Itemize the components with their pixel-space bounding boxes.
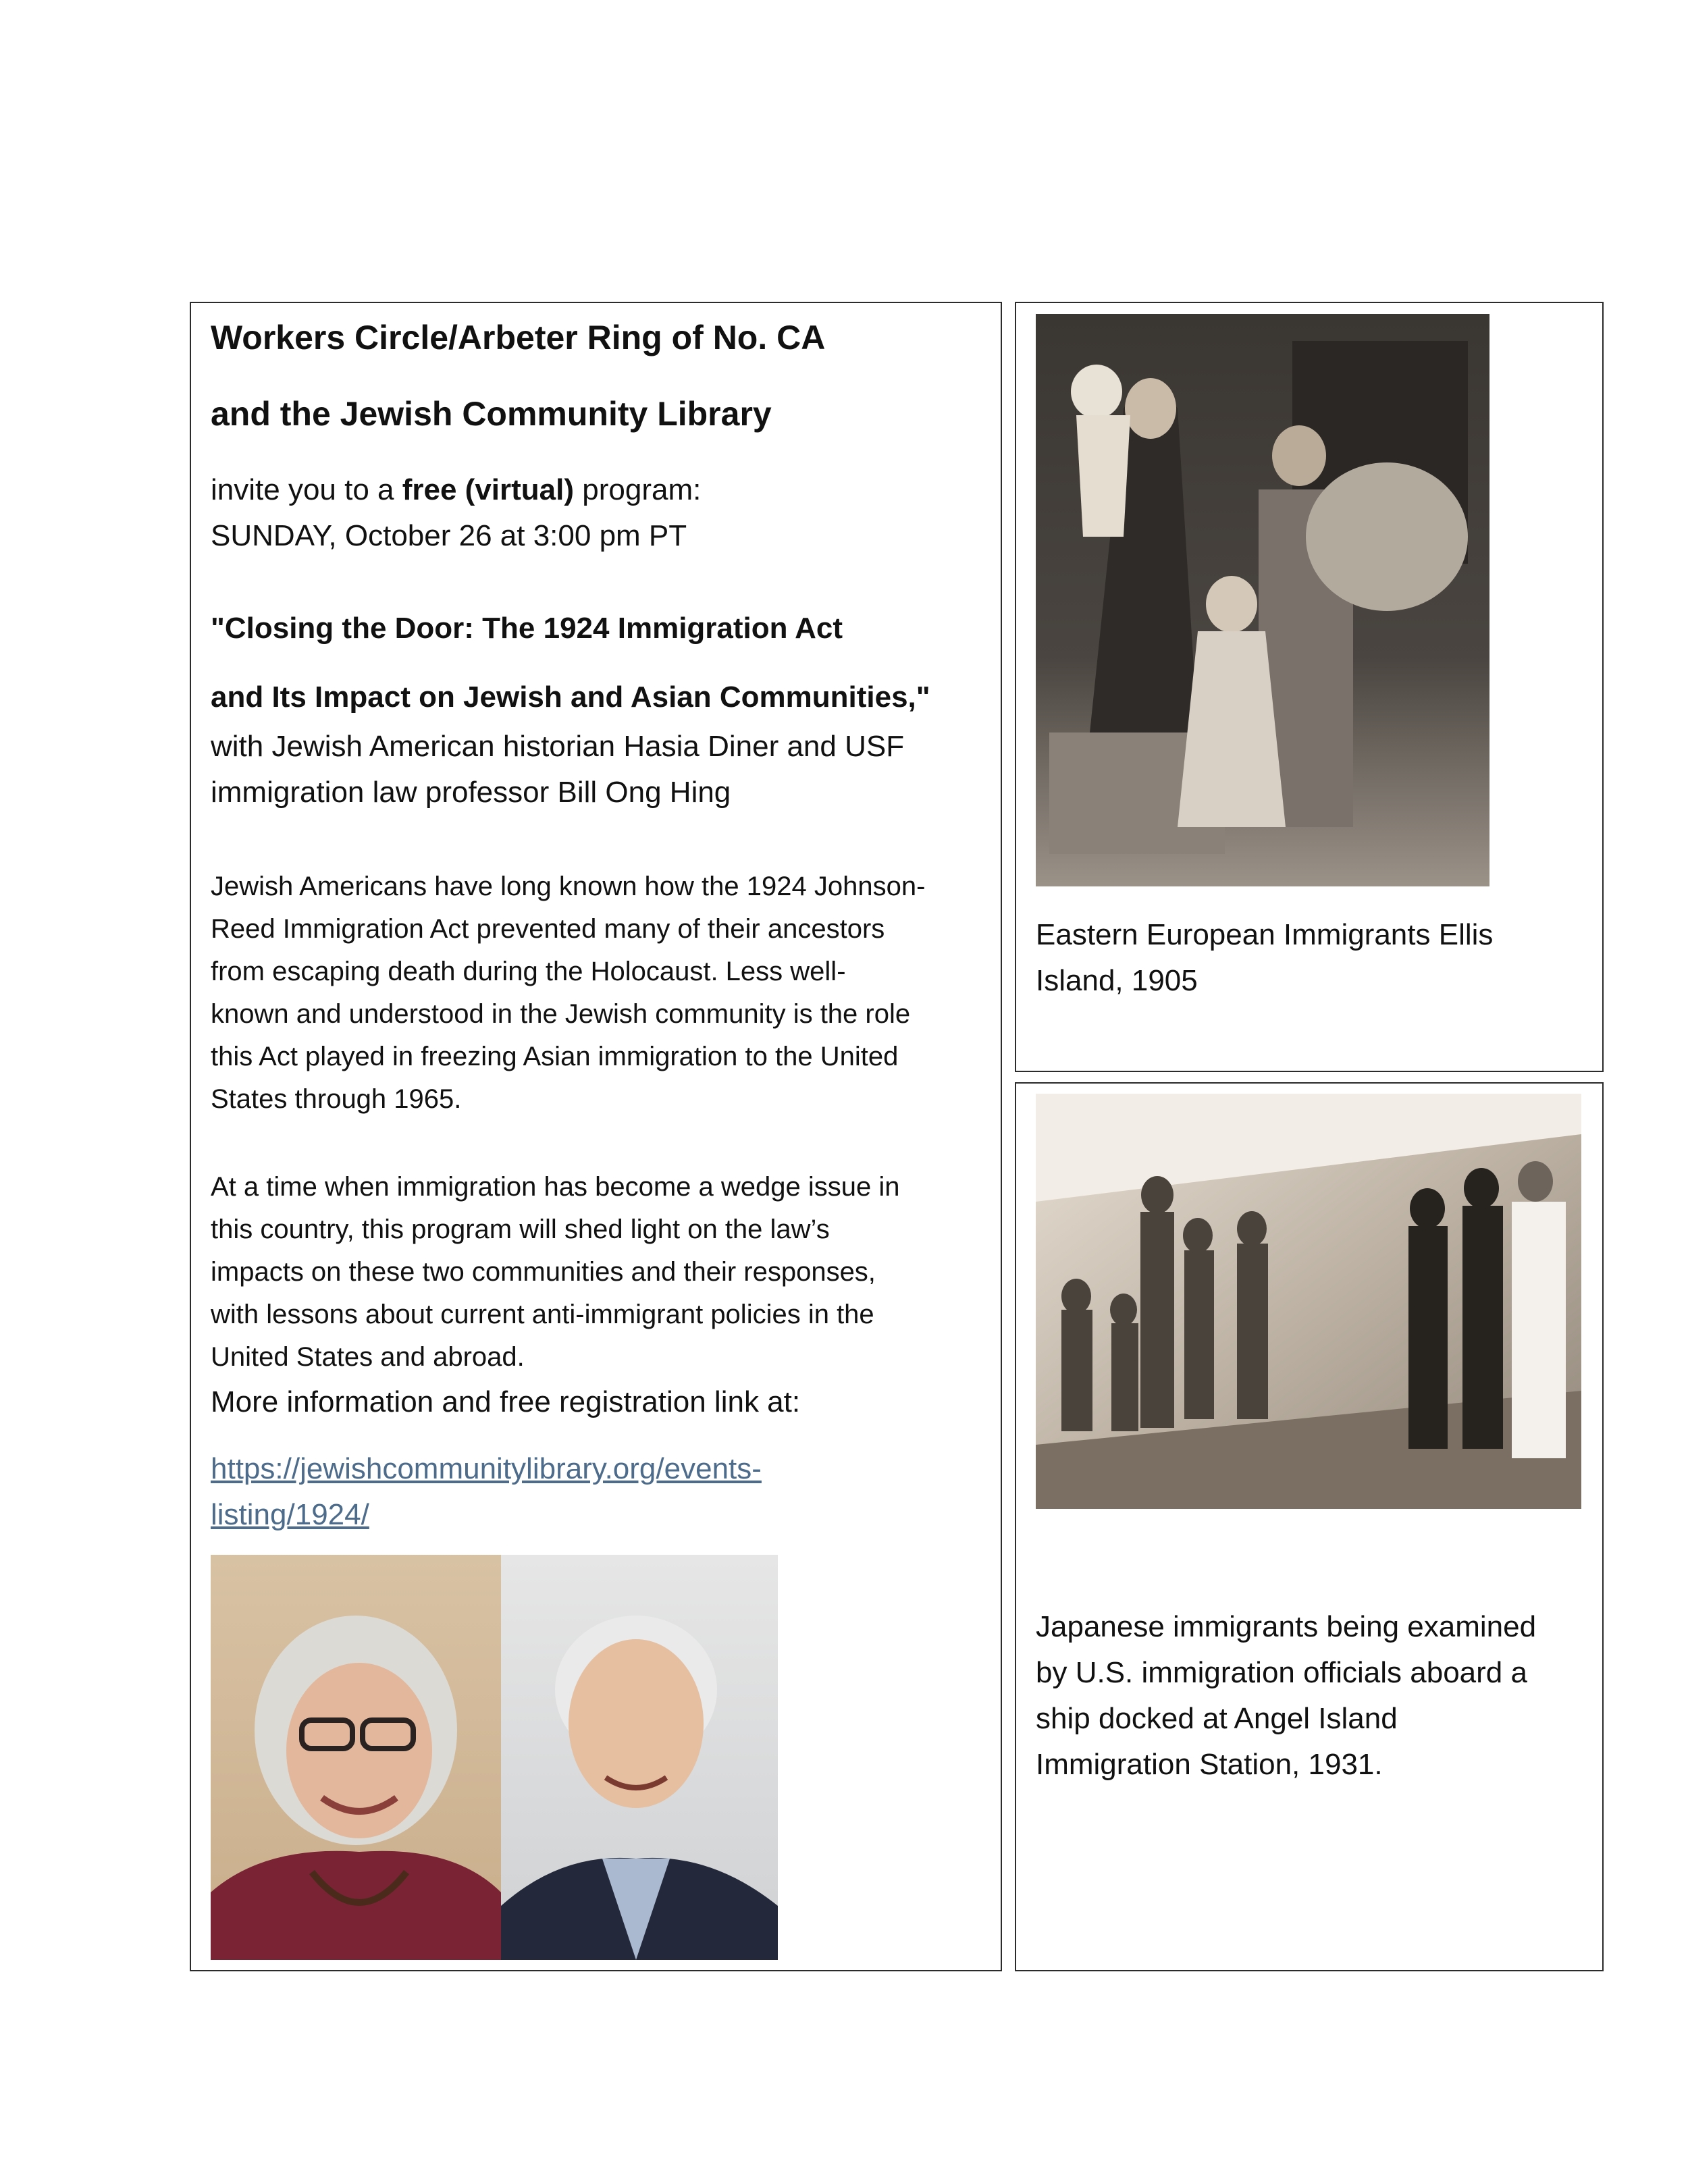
angel-caption-line-3: ship docked at Angel Island	[1036, 1702, 1398, 1735]
speaker-portraits-photo	[211, 1555, 778, 1960]
organizer-line-2: and the Jewish Community Library	[211, 395, 772, 433]
registration-link-line-2[interactable]: listing/1924/	[211, 1498, 369, 1531]
paragraph-line: impacts on these two communities and their responses,	[211, 1257, 876, 1287]
registration-link-cont[interactable]	[211, 1492, 369, 1538]
registration-link-line-1[interactable]: https://jewishcommunitylibrary.org/events-	[211, 1452, 762, 1485]
angel-island-photo	[1036, 1094, 1581, 1509]
program-title-line-2: and Its Impact on Jewish and Asian Communities,"	[211, 681, 930, 714]
angel-caption-line-1: Japanese immigrants being examined	[1036, 1610, 1537, 1643]
ellis-caption-line-2: Island, 1905	[1036, 964, 1198, 997]
paragraph-line: this Act played in freezing Asian immigration to the United	[211, 1042, 899, 1071]
paragraph-line: with lessons about current anti-immigrant policies in the	[211, 1300, 874, 1329]
invite-prefix: invite you to a	[211, 473, 402, 506]
program-title-line-1: "Closing the Door: The 1924 Immigration Act	[211, 612, 843, 645]
angel-caption-line-2: by U.S. immigration officials aboard a	[1036, 1656, 1527, 1689]
speakers-line-2: immigration law professor Bill Ong Hing	[211, 776, 731, 809]
ellis-island-photo	[1036, 314, 1489, 886]
invite-suffix: program:	[574, 473, 702, 506]
paragraph-line: Reed Immigration Act prevented many of their ancestors	[211, 914, 885, 944]
angel-caption-line-4: Immigration Station, 1931.	[1036, 1748, 1383, 1781]
paragraph-line: from escaping death during the Holocaust. Less well-	[211, 957, 846, 986]
paragraph-line: United States and abroad.	[211, 1342, 525, 1372]
paragraph-line: States through 1965.	[211, 1084, 462, 1114]
paragraph-line: At a time when immigration has become a wedge issue in	[211, 1172, 900, 1202]
invite-free-virtual: free (virtual)	[402, 473, 575, 506]
registration-link[interactable]	[211, 1446, 762, 1492]
paragraph-line: known and understood in the Jewish community is the role	[211, 999, 911, 1029]
paragraph-line: this country, this program will shed light on the law’s	[211, 1215, 830, 1244]
speakers-line-1: with Jewish American historian Hasia Diner and USF	[211, 730, 905, 763]
organizer-line-1: Workers Circle/Arbeter Ring of No. CA	[211, 319, 826, 356]
ellis-caption-line-1: Eastern European Immigrants Ellis	[1036, 918, 1494, 951]
paragraph-line: Jewish Americans have long known how the 1924 Johnson-	[211, 872, 926, 901]
event-datetime: SUNDAY, October 26 at 3:00 pm PT	[211, 519, 687, 552]
more-info-text: More information and free registration link at:	[211, 1385, 801, 1418]
invite-line	[211, 467, 701, 513]
